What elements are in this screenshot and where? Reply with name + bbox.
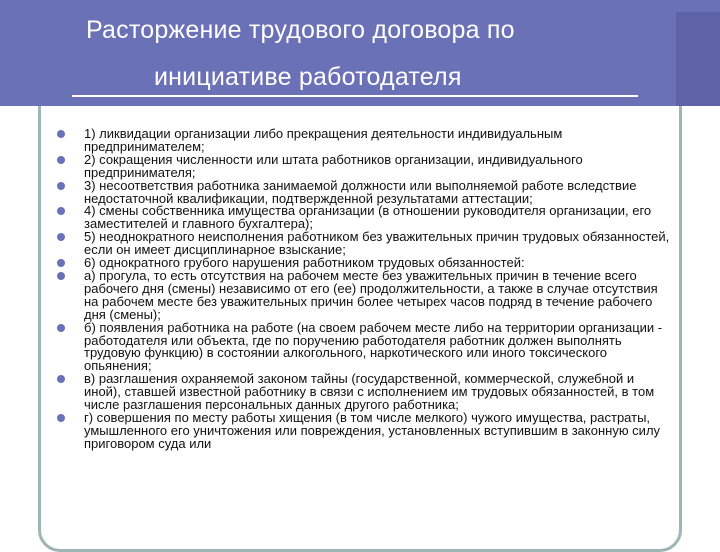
list-item xyxy=(54,267,670,322)
list-item xyxy=(54,151,670,180)
list-item xyxy=(54,128,670,154)
content-area xyxy=(54,128,670,540)
bullet-dot-icon xyxy=(57,156,65,164)
list-item-text: г) совершения по месту работы хищения (в том числе мелкого) чужого имущества, растраты, умышленного его уничтожения или повреждения, установленных вступившим в законную силу приговором суда или xyxy=(84,409,661,451)
list-item-text: 1) ликвидации организации либо прекращения деятельности индивидуальным предпринимателем; xyxy=(84,128,563,154)
list-item xyxy=(54,373,670,412)
list-item xyxy=(54,409,670,451)
list-item-text: 6) однократного грубого нарушения работником трудовых обязанностей: xyxy=(84,255,525,271)
bullet-dot-icon xyxy=(57,272,65,280)
list-item-text: 2) сокращения численности или штата работников организации, индивидуального предпринимателя; xyxy=(84,151,583,180)
list-item-text: в) разглашения охраняемой законом тайны (государственной, коммерческой, служебной и иной), ставшей известной работнику в связи с исполнением им трудовых обязанностей, в том числе разглашения персональных данных другого работника; xyxy=(84,371,655,413)
bullet-list xyxy=(54,128,670,451)
list-item-text: а) прогула, то есть отсутствия на рабочем месте без уважительных причин в течение всего рабочего дня (смены) независимо от его (ее) продолжительности, а также в случае отсутствия на рабочем месте без уважительных причин более четырех часов подряд в течение рабочего дня (смены); xyxy=(84,267,658,322)
list-item xyxy=(54,231,670,257)
list-item-text: 3) несоответствия работника занимаемой должности или выполняемой работе вследствие недостаточной квалификации, подтвержденной результатами аттестации; xyxy=(84,177,637,206)
slide-title-line-2: инициативе работодателя xyxy=(154,63,462,91)
list-item-text: 5) неоднократного неисполнения работником без уважительных причин трудовых обязанностей, если он имеет дисциплинарное взыскание; xyxy=(84,229,670,258)
list-item xyxy=(54,177,670,206)
list-item-text: б) появления работника на работе (на своем рабочем месте либо на территории организации - работодателя или объекта, где по поручению работодателя работник должен выполнять трудовую функцию) в состоянии алкогольного, наркотического или иного токсического опьянения; xyxy=(84,319,663,374)
bullet-dot-icon xyxy=(57,233,65,241)
list-item xyxy=(54,205,670,231)
bullet-dot-icon xyxy=(57,130,65,138)
title-underline xyxy=(72,95,638,97)
list-item-text: 4) смены собственника имущества организации (в отношении руководителя организации, его заместителей и главного бухгалтера); xyxy=(84,203,652,232)
title-band-corner xyxy=(676,12,720,106)
bullet-dot-icon xyxy=(57,324,65,332)
bullet-dot-icon xyxy=(57,207,65,215)
bullet-dot-icon xyxy=(57,182,65,190)
bullet-dot-icon xyxy=(57,375,65,383)
slide-title-line-1: Расторжение трудового договора по xyxy=(86,16,515,44)
bullet-dot-icon xyxy=(57,259,65,267)
list-item xyxy=(54,319,670,374)
bullet-dot-icon xyxy=(57,414,65,422)
